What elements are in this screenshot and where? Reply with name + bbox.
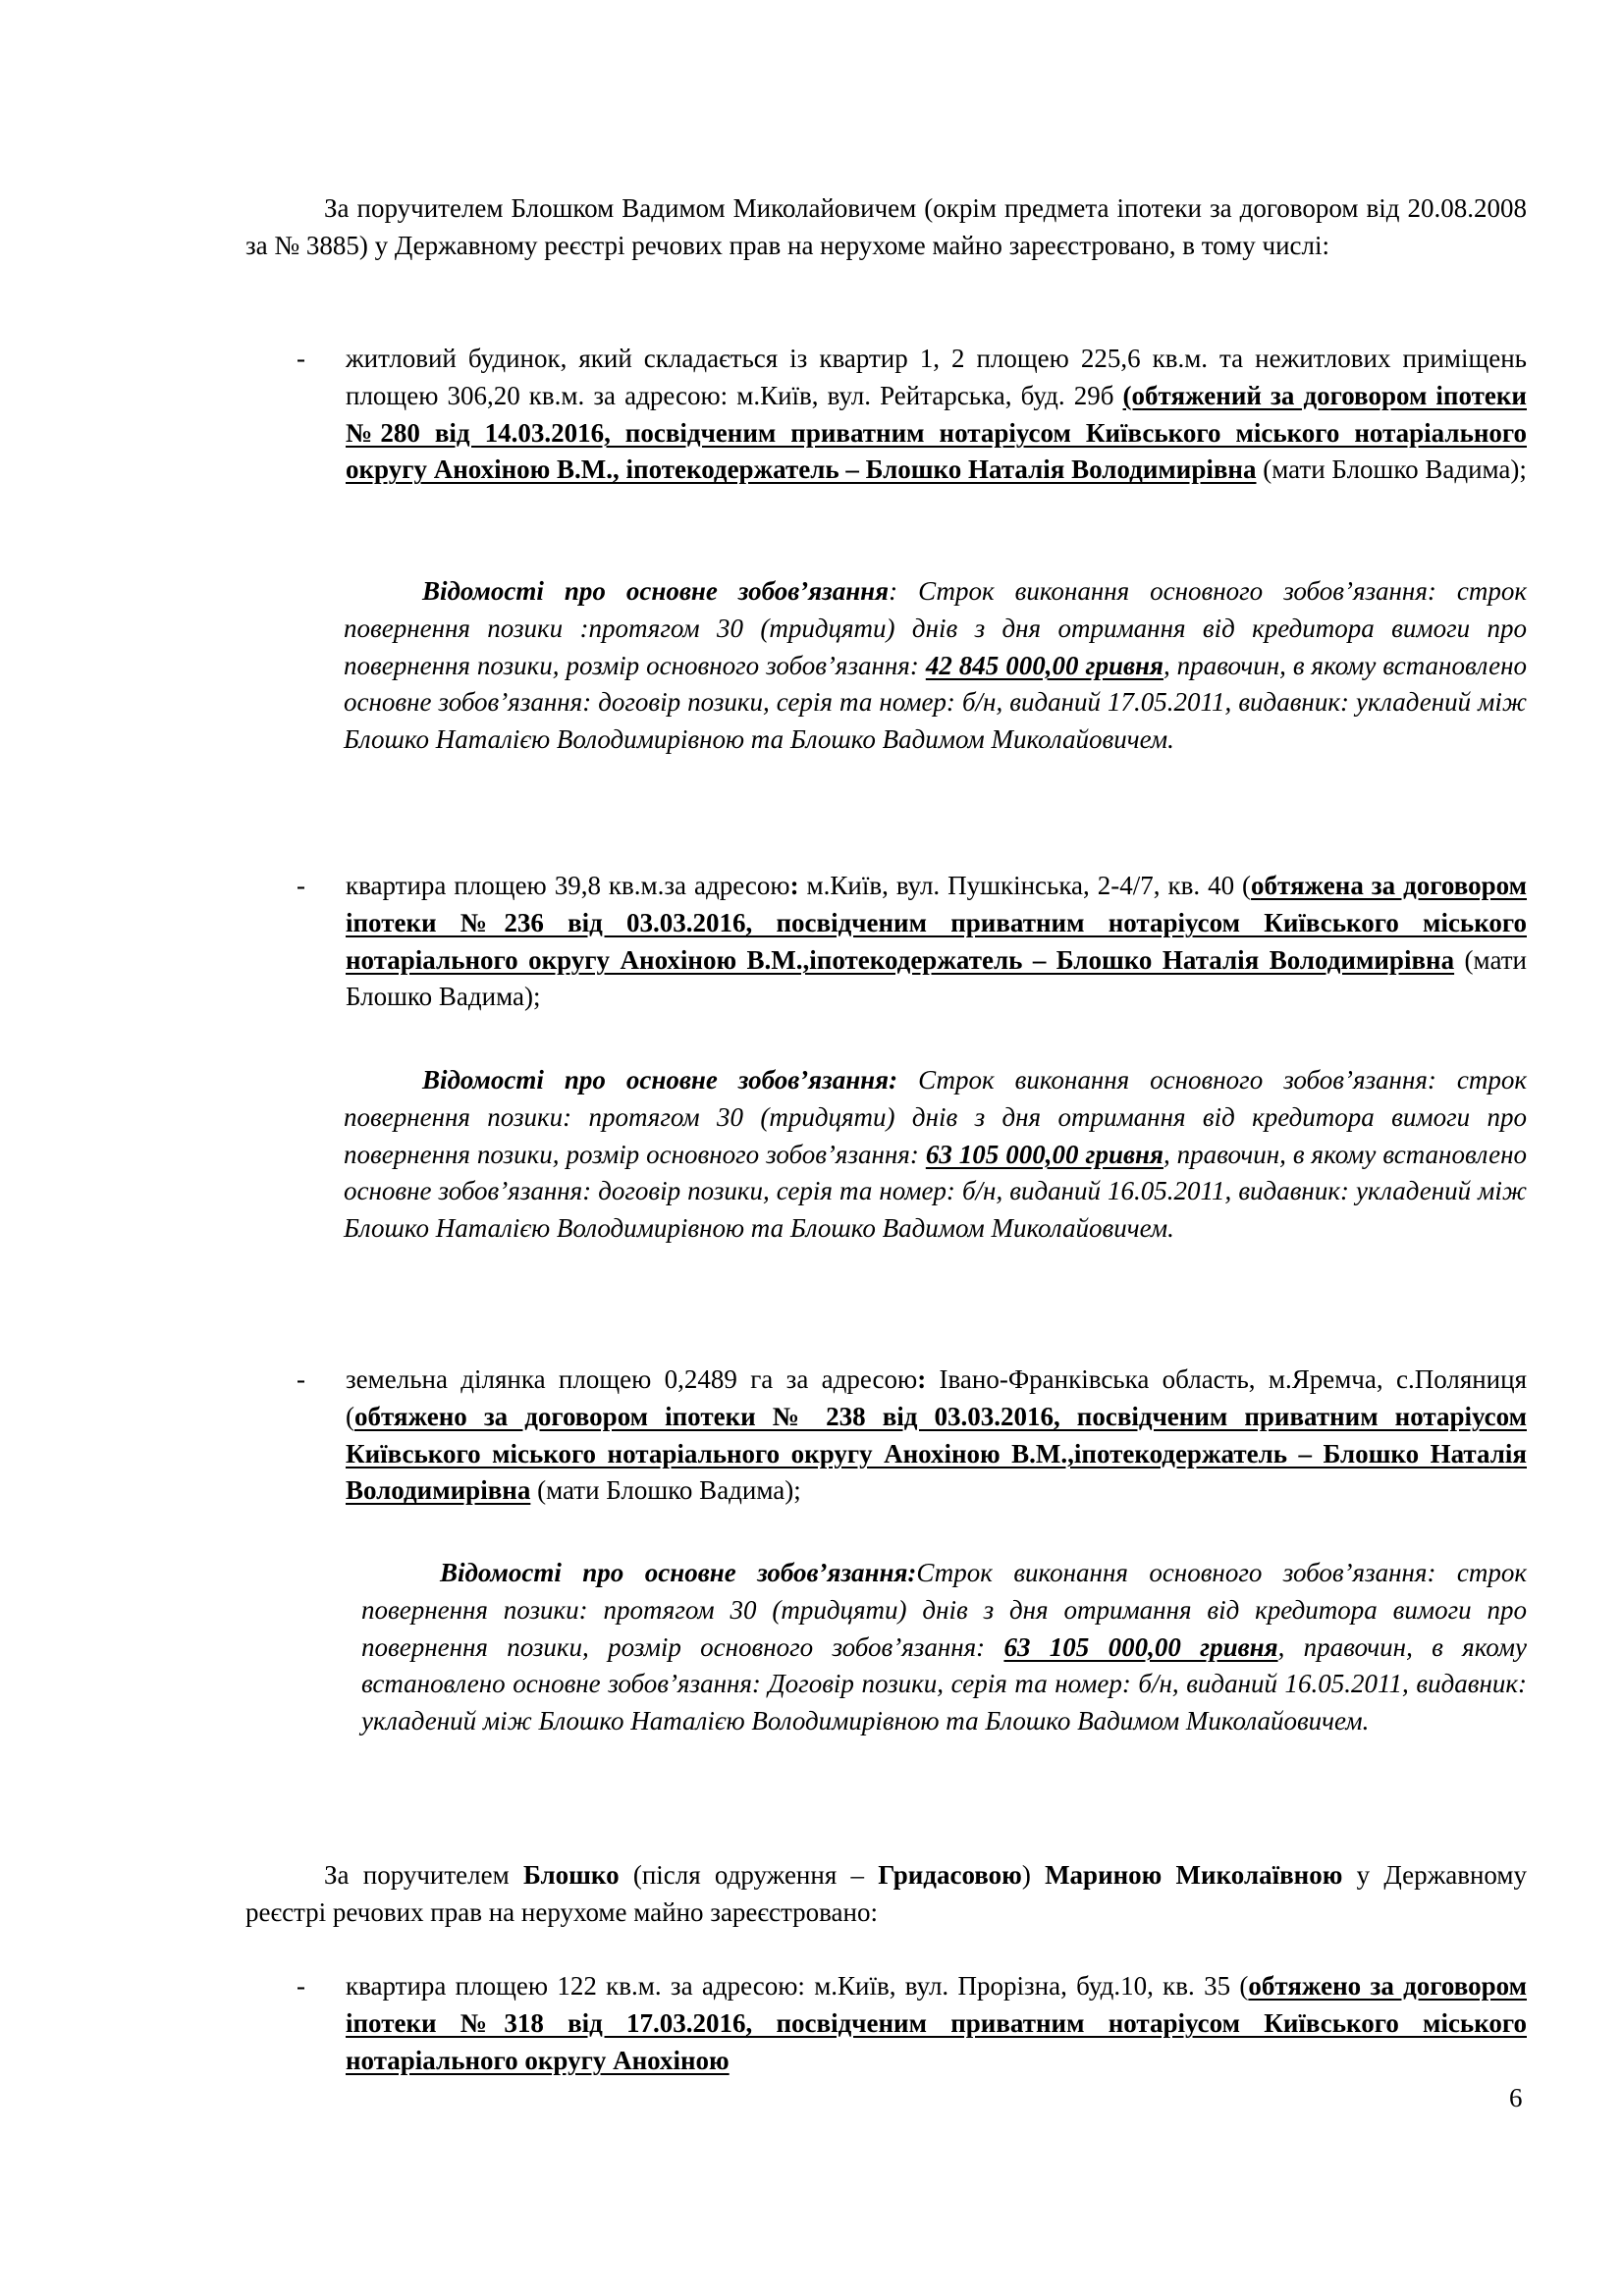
page-number: 6 [1509, 2083, 1523, 2112]
bold-text-segment: Блошко [522, 1860, 620, 1890]
text-segment: Строк виконання основного зобов’язання: строк повернення позики: протягом 30 (тридцяти) днів з дня отримання від кредитора вимоги про повернення позики, розмір основного зобов’язання: [344, 1065, 1527, 1169]
text-segment: квартира площею 39,8 кв.м.за адресою [346, 871, 790, 900]
paragraph-guarantor-maryna [245, 1857, 1527, 1932]
text-segment: (після одруження – [619, 1860, 879, 1890]
obligation-details-3 [361, 1555, 1527, 1740]
text-segment: (мати Блошко Вадима); [1256, 454, 1527, 485]
bullet-dash: - [297, 344, 305, 373]
obligation-details-1 [344, 573, 1527, 759]
bold-text-segment: Відомості про основне зобов’язання: [422, 1065, 898, 1095]
text-segment: : Строк виконання основного зобов’язання: строк повернення позики :протягом 30 (тридцяти) днів з дня отримання від кредитора вимоги про повернення позики, розмір основного зобов’язання: [344, 576, 1527, 680]
emphasized-text-segment: 42 845 000,00 гривня [925, 650, 1163, 680]
bullet-item-house-reitarska [297, 341, 1527, 489]
text-segment: За поручителем Блошком Вадимом Миколайовичем (окрім предмета іпотеки за договором від 20.08.2008 за № 3885) у Державному реєстрі речових прав на нерухоме майно зареєстровано, в тому числі: [245, 193, 1527, 260]
bold-text-segment: Гридасовою [878, 1860, 1022, 1890]
paragraph-guarantor-vadym [245, 190, 1527, 265]
bold-text-segment: : [917, 1364, 927, 1394]
text-segment: , правочин, в якому встановлено основне зобов’язання: Договір позики, серія та номер: б/н, виданий 16.05.2011, видавник: укладений між Блошко Наталією Володимирівною та Блошко Вадимом Миколайовичем. [361, 1631, 1527, 1736]
text-segment: у Державному реєстрі речових прав на нерухоме майно зареєстровано: [245, 1860, 1527, 1927]
emphasized-text-segment: обтяжено за договором іпотеки № 238 від 03.03.2016, посвідченим приватним нотаріусом Київського міського нотаріального округу Анохіною В.М.,іпотекодержатель – Блошко Наталія Володимирівна [346, 1401, 1527, 1506]
bold-text-segment: Мариною Миколаївною [1045, 1860, 1343, 1890]
text-segment: Строк виконання основного зобов’язання: строк повернення позики: протягом 30 (тридцяти) днів з дня отримання від кредитора вимоги про повернення позики, розмір основного зобов’язання: [361, 1558, 1528, 1662]
emphasized-text-segment: обтяжено за договором іпотеки №318 від 17.03.2016, посвідченим приватним нотаріусом Київського міського нотаріального округу Анохіною [346, 1971, 1527, 2075]
bold-text-segment: Відомості про основне зобов’язання [422, 576, 890, 606]
emphasized-text-segment: 63 105 000,00 гривня [925, 1139, 1163, 1169]
emphasized-text-segment: (обтяжений за договором іпотеки №280 від 14.03.2016, посвідченим приватним нотаріусом Київського міського нотаріального округу Анохіною В.М., іпотекодержатель – Блошко Наталія Володимирівна [346, 380, 1527, 485]
text-segment: земельна ділянка площею 0,2489 га за адресою [346, 1364, 918, 1394]
bullet-item-land-yaremche [297, 1362, 1527, 1510]
bullet-item-apartment-prorizna [297, 1968, 1527, 2079]
emphasized-text-segment: обтяжена за договором іпотеки №236 від 03.03.2016, посвідченим приватним нотаріусом Київського міського нотаріального округу Анохіною В.М.,іпотекодержатель – Блошко Наталія Володимирівна [346, 871, 1528, 975]
bullet-dash: - [297, 1364, 305, 1394]
text-segment: За поручителем [324, 1860, 523, 1890]
text-segment: (мати Блошко Вадима); [530, 1475, 801, 1506]
text-segment: , правочин, в якому встановлено основне зобов’язання: договір позики, серія та номер: б/н, виданий 16.05.2011, видавник: укладений між Блошко Наталією Володимирівною та Блошко Вадимом Миколайовичем. [344, 1139, 1527, 1244]
text-segment: квартира площею 122 кв.м. за адресою: м.Київ, вул. Прорізна, буд.10, кв. 35 ( [346, 1971, 1249, 2001]
text-segment: житловий будинок, який складається із квартир 1, 2 площею 225,6 кв.м. та нежитлових приміщень площею 306,20 кв.м. за адресою: м.Київ, вул. Рейтарська, буд. 29б [346, 344, 1527, 410]
obligation-details-2 [344, 1062, 1527, 1248]
text-segment: (мати Блошко Вадима); [346, 944, 1527, 1012]
bold-text-segment: : [789, 871, 799, 900]
text-segment: м.Київ, вул. Пушкінська, 2-4/7, кв. 40 ( [798, 871, 1252, 900]
text-segment: , правочин, в якому встановлено основне зобов’язання: договір позики, серія та номер: б/н, виданий 17.05.2011, видавник: укладений між Блошко Наталією Володимирівною та Блошко Вадимом Миколайовичем. [344, 650, 1527, 755]
text-segment: ) [1021, 1860, 1046, 1890]
bullet-item-apartment-pushkinska [297, 868, 1528, 1016]
bold-text-segment: Відомості про основне зобов’язання: [440, 1558, 917, 1587]
text-segment: Івано-Франківська область, м.Яремча, с.Поляниця ( [346, 1364, 1527, 1431]
bullet-dash: - [297, 871, 305, 900]
emphasized-text-segment: 63 105 000,00 гривня [1003, 1631, 1278, 1662]
bullet-dash: - [297, 1971, 305, 2001]
